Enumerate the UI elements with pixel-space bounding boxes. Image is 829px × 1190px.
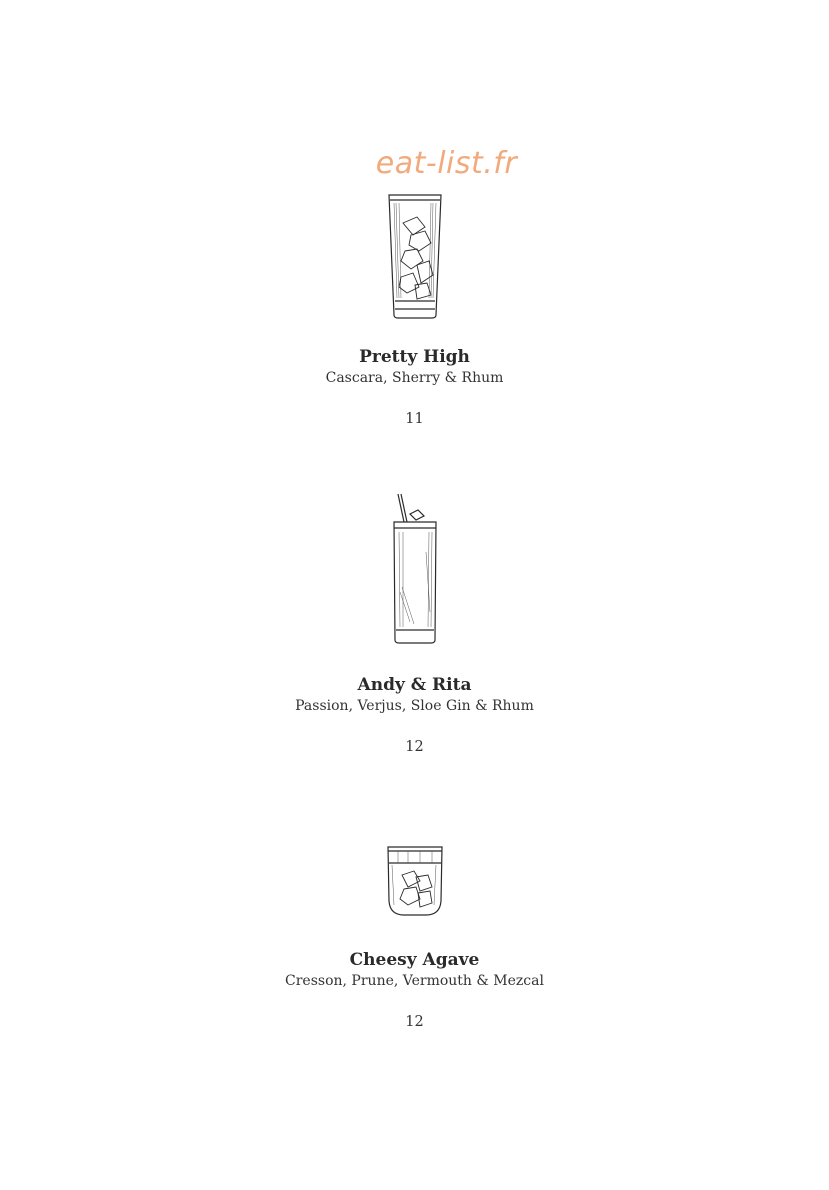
item-price: 12 [405, 739, 424, 755]
rocks-glass-ice-icon [0, 845, 829, 917]
item-name: Andy & Rita [357, 675, 472, 695]
item-description: Cresson, Prune, Vermouth & Mezcal [285, 973, 544, 989]
item-name: Cheesy Agave [349, 950, 480, 970]
menu-item-cheesy-agave [0, 949, 829, 1032]
item-price: 11 [405, 411, 424, 427]
highball-glass-ice-icon [0, 193, 829, 321]
item-name: Pretty High [359, 347, 470, 367]
item-description: Passion, Verjus, Sloe Gin & Rhum [295, 698, 534, 714]
watermark: eat-list.fr [375, 146, 518, 181]
item-price: 12 [405, 1014, 424, 1030]
item-description: Cascara, Sherry & Rhum [325, 370, 504, 386]
menu-item-andy-rita [0, 674, 829, 757]
menu-item-pretty-high [0, 346, 829, 429]
collins-glass-straw-icon [0, 492, 829, 646]
